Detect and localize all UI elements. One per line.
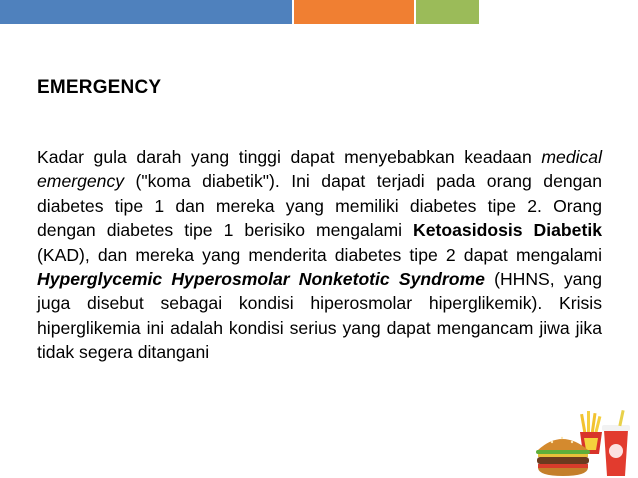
fast-food-icon	[532, 408, 638, 478]
text-run: ("koma diabetik"). Ini dapat terjadi pada orang dengan diabetes tipe 1 dan mereka yang memiliki diabetes tipe 2. Orang dengan diabetes tipe 1 berisiko mengalami	[37, 171, 602, 241]
accent-bar-green	[416, 0, 479, 24]
accent-bar-blue	[0, 0, 292, 24]
text-run: (KAD), dan mereka yang menderita diabetes tipe 2 dapat mengalami	[37, 244, 602, 265]
soda-lid	[602, 425, 630, 431]
text-run: (HHNS, yang juga disebut sebagai kondisi hiperosmolar hiperglikemik). Krisis hiperglikemia ini adalah kondisi serius yang dapat mengancam jiwa jika tidak segera ditangani	[37, 269, 602, 363]
text-bold-italic	[37, 269, 485, 289]
text-run: Kadar gula darah yang tinggi dapat menyebabkan keadaan	[37, 147, 542, 167]
body-paragraph	[37, 145, 602, 365]
text-bold: Ketoasidosis Diabetik	[413, 220, 602, 241]
hhns-term: Hyperglycemic Hyperosmolar Nonketotic Syndrome	[37, 269, 485, 290]
soda-straw	[618, 410, 624, 426]
text-italic: medical emergency	[37, 147, 602, 192]
accent-bar-orange	[294, 0, 414, 24]
slide-title: EMERGENCY	[37, 77, 162, 98]
soda-logo	[609, 444, 623, 458]
accent-bar	[0, 0, 479, 24]
